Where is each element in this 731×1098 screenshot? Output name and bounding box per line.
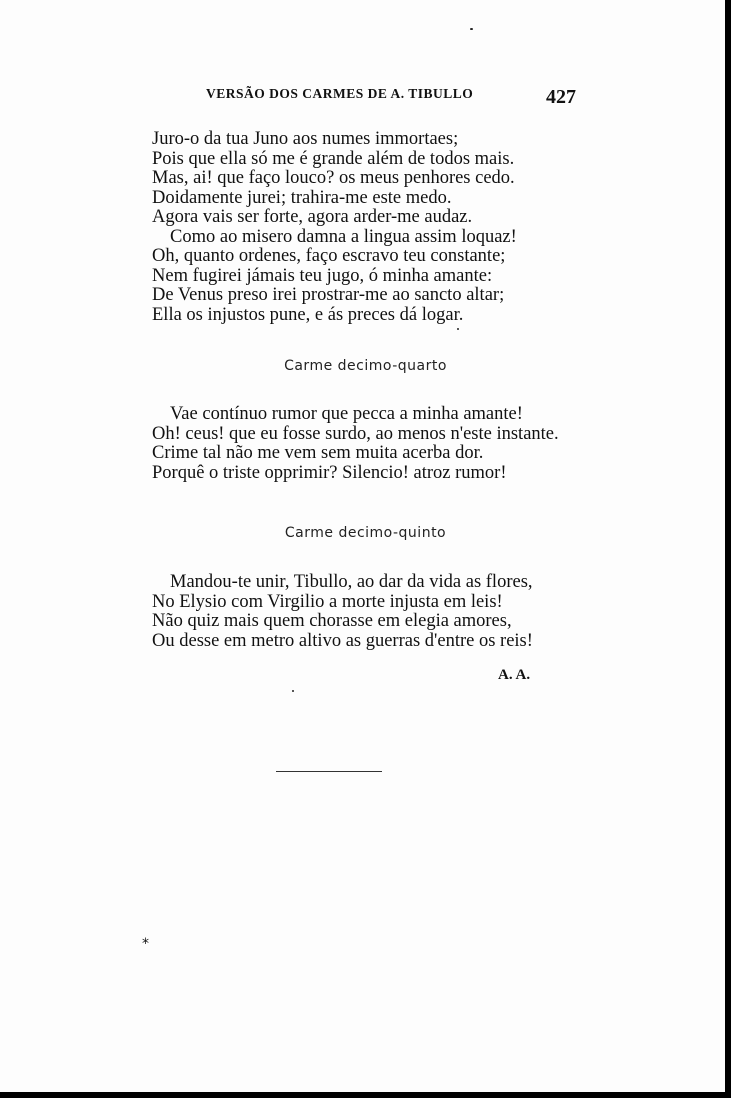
horizontal-rule — [276, 771, 382, 772]
verse-line: Crime tal não me vem sem muita acerba dor. — [152, 443, 484, 463]
poem-block-decimo-quinto — [152, 573, 572, 651]
author-signature: A. A. — [498, 667, 531, 683]
page-number: 427 — [546, 86, 576, 108]
print-speck — [292, 690, 294, 692]
verse-line: Porquê o triste opprimir? Silencio! atroz rumor! — [152, 462, 507, 483]
verse-line: Agora vais ser forte, agora arder-me audaz. — [152, 207, 473, 227]
verse-line: Pois que ella só me é grande além de todos mais. — [152, 148, 515, 169]
running-header: VERSÃO DOS CARMES DE A. TIBULLO — [206, 86, 474, 101]
verse-line: No Elysio com Virgilio a morte injusta em leis! — [152, 591, 503, 612]
poem-block-decimo-quarto — [152, 405, 572, 483]
verse-line: Como ao misero damna a lingua assim loquaz! — [170, 226, 517, 247]
verse-line: Oh! ceus! que eu fosse surdo, ao menos n'este instante. — [152, 423, 559, 444]
section-title-decimo-quinto: Carme decimo-quinto — [284, 525, 447, 541]
asterisk-mark: * — [142, 936, 149, 952]
verse-line: Oh, quanto ordenes, faço escravo teu constante; — [152, 246, 506, 266]
verse-line: Ella os injustos pune, e ás preces dá logar. — [152, 304, 464, 325]
verse-line: Não quiz mais quem chorasse em elegia amores, — [152, 611, 512, 631]
verse-line: Mas, ai! que faço louco? os meus penhores cedo. — [152, 168, 515, 188]
section-title-decimo-quarto: Carme decimo-quarto — [284, 358, 447, 374]
verse-line: Ou desse em metro altivo as guerras d'entre os reis! — [152, 630, 533, 651]
poem-block-continuation — [152, 130, 572, 325]
print-speck — [470, 28, 473, 30]
print-speck — [457, 328, 459, 330]
verse-line: Nem fugirei jámais teu jugo, ó minha amante: — [152, 265, 493, 286]
verse-line: Juro-o da tua Juno aos numes immortaes; — [152, 129, 459, 149]
verse-line: Doidamente jurei; trahira-me este medo. — [152, 187, 452, 208]
verse-line: Vae contínuo rumor que pecca a minha amante! — [170, 404, 523, 424]
verse-line: Mandou-te unir, Tibullo, ao dar da vida as flores, — [170, 572, 533, 592]
verse-line: De Venus preso irei prostrar-me ao sancto altar; — [152, 285, 505, 305]
